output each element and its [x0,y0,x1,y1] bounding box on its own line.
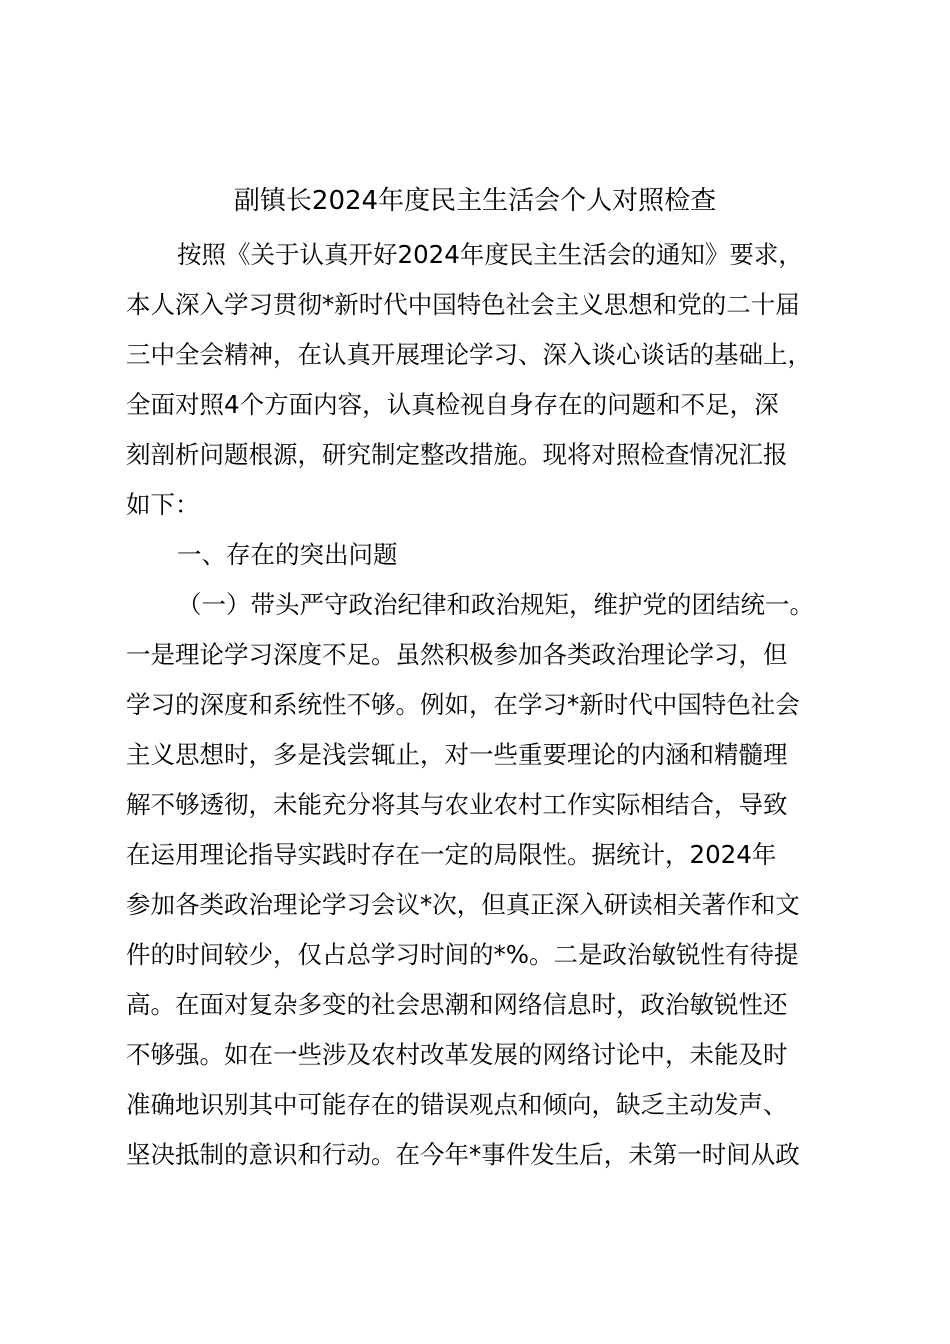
paragraph-line-18: 准确地识别其中可能存在的错误观点和倾向，缺乏主动发声、 [126,1090,788,1119]
paragraph-line-13: 在运用理论指导实践时存在一定的局限性。据统计，2024年 [126,840,777,869]
paragraph-line-16: 高。在面对复杂多变的社会思潮和网络信息时，政治敏锐性还 [126,990,788,1019]
paragraph-line-1: 按照《关于认真开好2024年度民主生活会的通知》要求， [177,240,803,269]
paragraph-line-17: 不够强。如在一些涉及农村改革发展的网络讨论中，未能及时 [126,1040,788,1069]
paragraph-line-5: 刻剖析问题根源，研究制定整改措施。现将对照检查情况汇报 [126,440,788,469]
subsection-heading: （一）带头严守政治纪律和政治规矩，维护党的团结统一。 [177,590,814,619]
paragraph-line-11: 主义思想时，多是浅尝辄止，对一些重要理论的内涵和精髓理 [126,740,788,769]
paragraph-line-3: 三中全会精神，在认真开展理论学习、深入谈心谈话的基础上， [126,340,812,369]
paragraph-line-12: 解不够透彻，未能充分将其与农业农村工作实际相结合，导致 [126,790,788,819]
document-title: 副镇长2024年度民主生活会个人对照检查 [233,186,717,216]
paragraph-line-2: 本人深入学习贯彻*新时代中国特色社会主义思想和党的二十届 [126,290,800,319]
paragraph-line-4: 全面对照4个方面内容，认真检视自身存在的问题和不足，深 [126,390,779,419]
paragraph-line-19: 坚决抵制的意识和行动。在今年*事件发生后，未第一时间从政 [126,1140,800,1169]
paragraph-line-6: 如下： [126,490,200,519]
paragraph-line-14: 参加各类政治理论学习会议*次，但真正深入研读相关著作和文 [126,890,800,919]
paragraph-line-9: 一是理论学习深度不足。虽然积极参加各类政治理论学习，但 [126,640,788,669]
section-heading: 一、存在的突出问题 [177,540,398,569]
paragraph-line-15: 件的时间较少，仅占总学习时间的*%。二是政治敏锐性有待提 [126,940,799,969]
paragraph-line-10: 学习的深度和系统性不够。例如，在学习*新时代中国特色社会 [126,690,800,719]
